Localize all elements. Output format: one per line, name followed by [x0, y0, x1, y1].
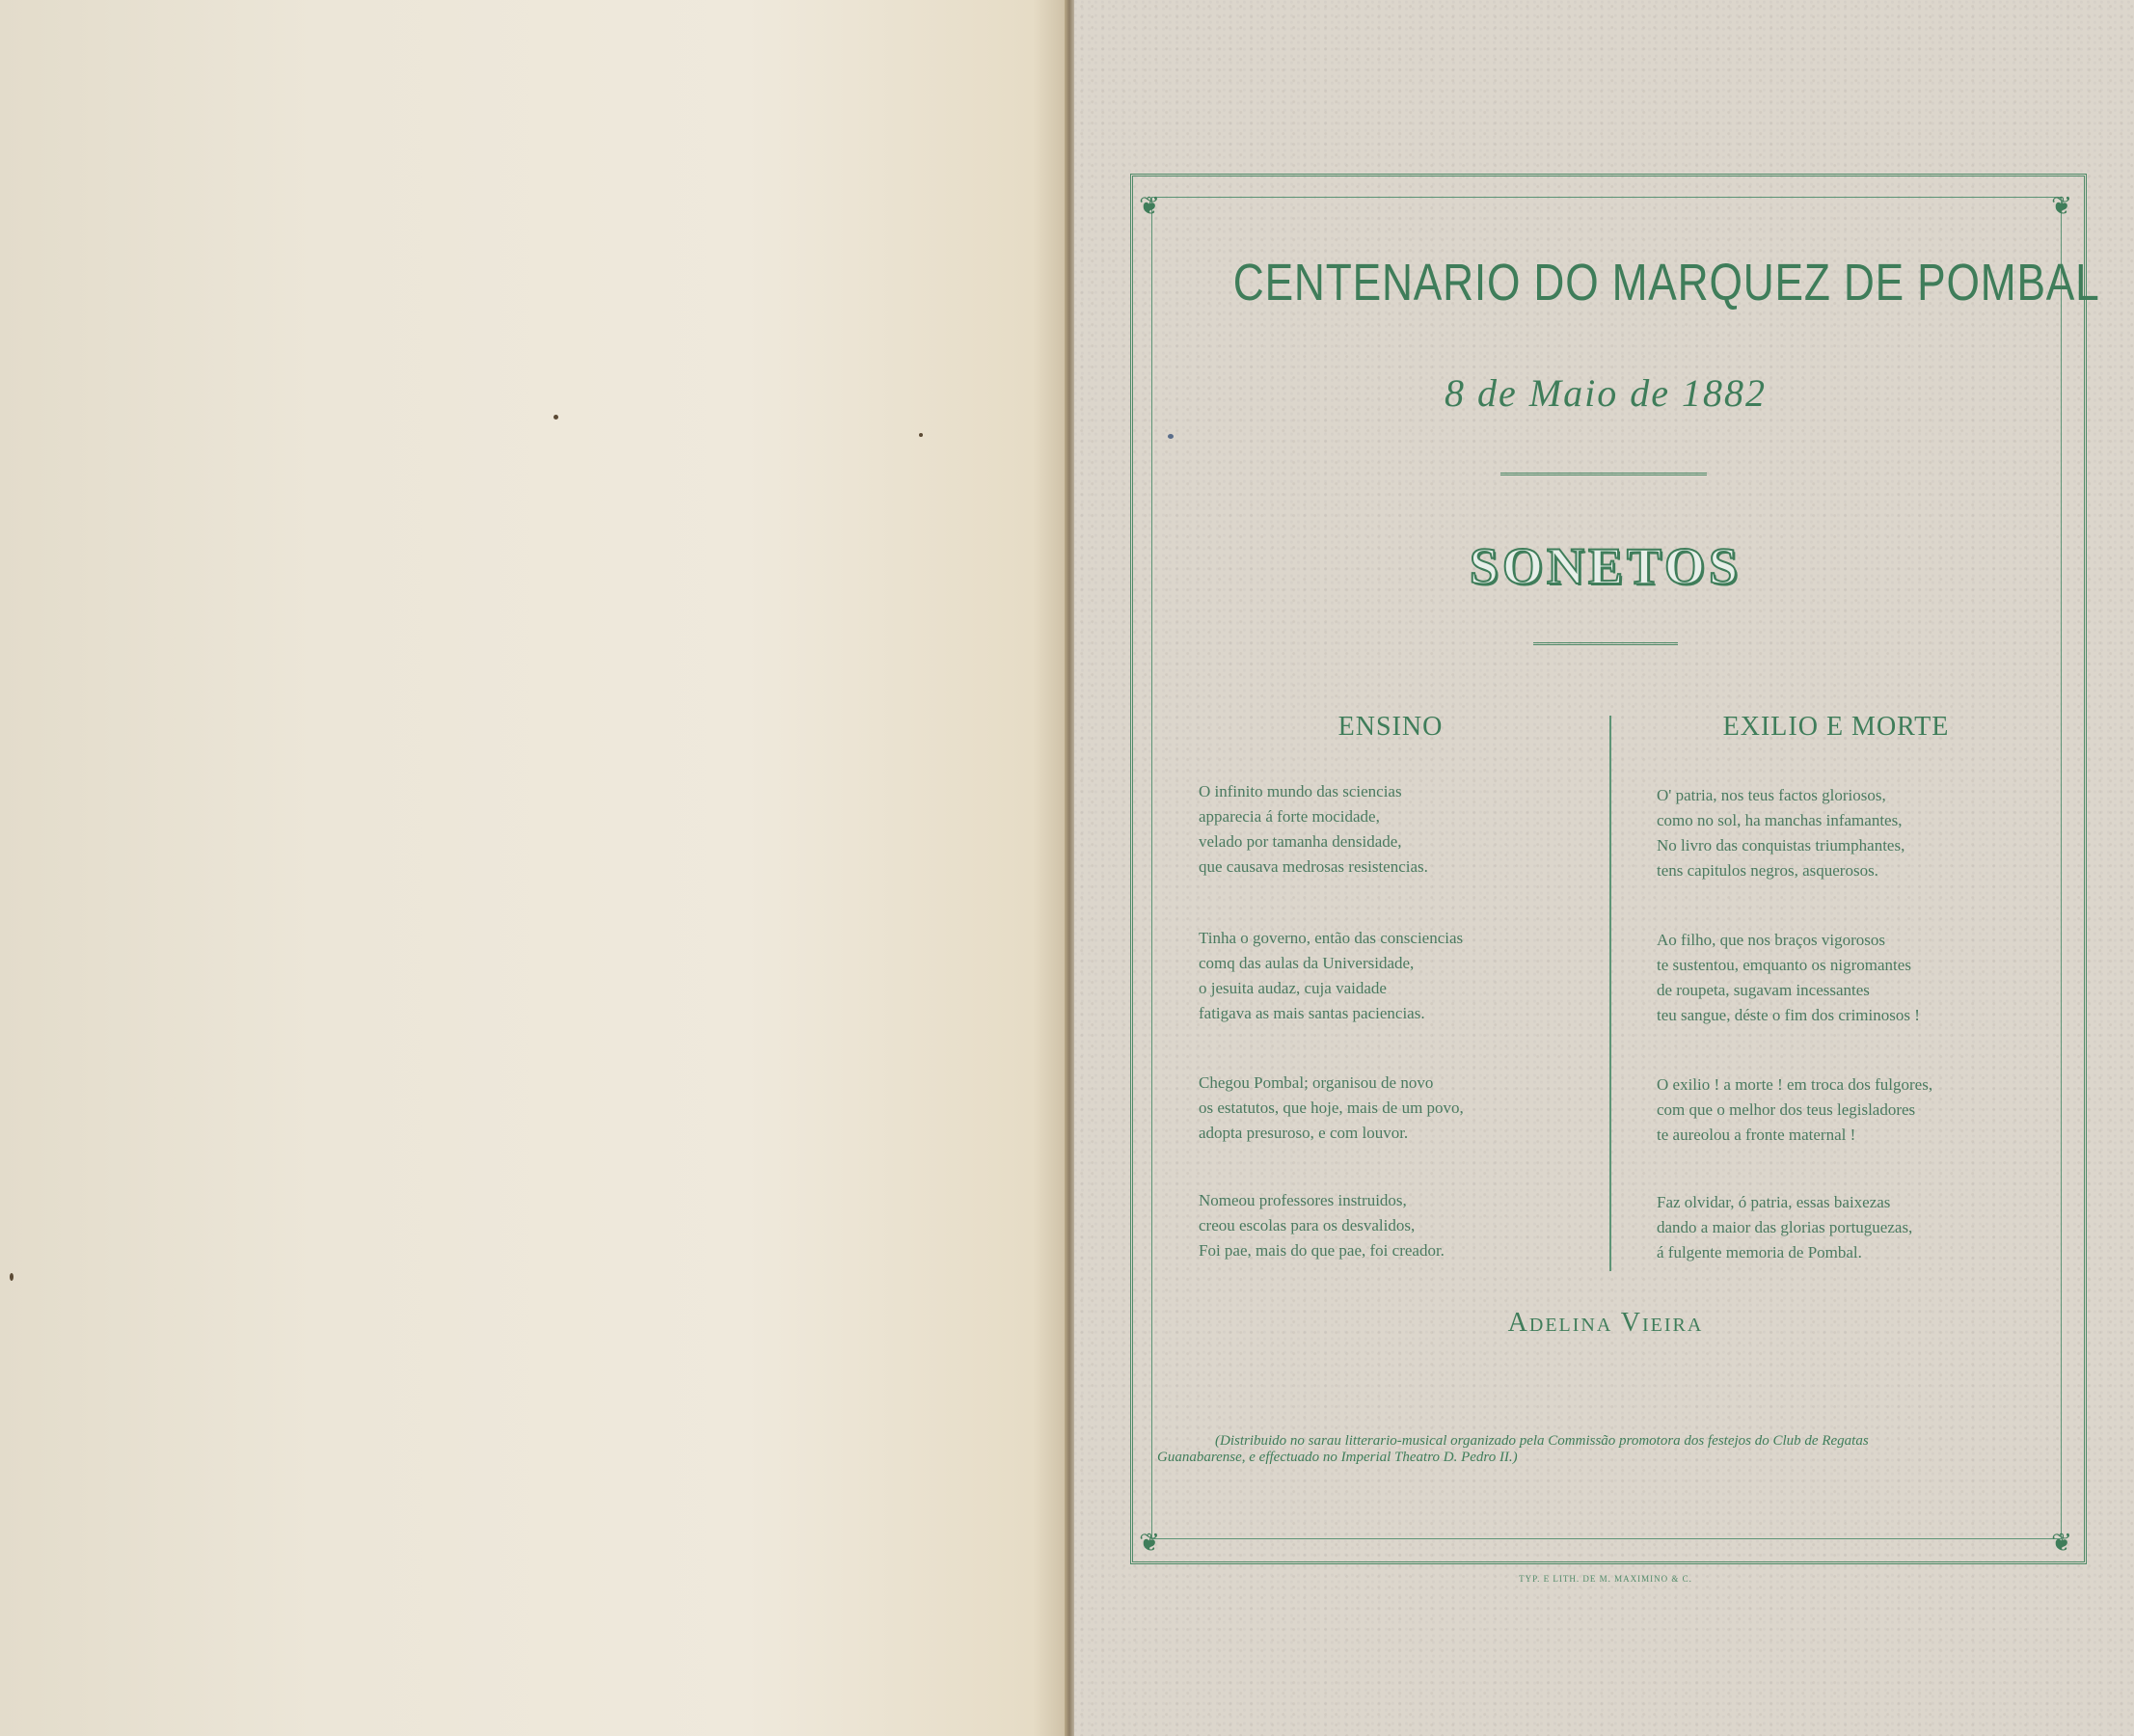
verse-line: apparecia á forte mocidade,: [1199, 807, 1380, 826]
verse-line: os estatutos, que hoje, mais de um povo,: [1199, 1099, 1464, 1117]
note-line: Guanabarense, e effectuado no Imperial Theatro D. Pedro II.): [1157, 1450, 1518, 1465]
verse-line: teu sangue, déste o fim dos criminosos !: [1657, 1006, 1920, 1024]
verse-line: Chegou Pombal; organisou de novo: [1199, 1073, 1434, 1092]
verse-line: Nomeou professores instruidos,: [1199, 1191, 1407, 1209]
verse-line: como no sol, ha manchas infamantes,: [1657, 811, 1903, 829]
verse-line: adopta presuroso, e com louvor.: [1199, 1124, 1409, 1142]
stanza: [1199, 1071, 1584, 1146]
verse-line: com que o melhor dos teus legisladores: [1657, 1100, 1916, 1119]
verse-line: comq das aulas da Universidade,: [1199, 954, 1415, 972]
paper-speck: [554, 415, 558, 420]
verse-line: Ao filho, que nos braços vigorosos: [1657, 931, 1886, 949]
verse-line: te aureolou a fronte maternal !: [1657, 1126, 1856, 1144]
author-signature: Adelina Vieira: [1507, 1308, 1704, 1338]
verse-line: de roupeta, sugavam incessantes: [1657, 981, 1870, 999]
verse-line: creou escolas para os desvalidos,: [1199, 1216, 1416, 1234]
stanza: [1657, 1190, 2042, 1265]
column-divider: [1609, 716, 1611, 1271]
corner-flourish-icon: ❦: [1139, 192, 1160, 221]
verse-line: dando a maior das glorias portuguezas,: [1657, 1218, 1913, 1236]
corner-flourish-icon: ❦: [1139, 1529, 1160, 1558]
verse-line: velado por tamanha densidade,: [1199, 832, 1402, 851]
verse-line: O exilio ! a morte ! em troca dos fulgores,: [1657, 1075, 1933, 1094]
stanza: [1199, 1188, 1584, 1263]
verse-line: Faz olvidar, ó patria, essas baixezas: [1657, 1193, 1891, 1211]
stanza: [1657, 783, 2042, 883]
verse-line: tens capitulos negros, asquerosos.: [1657, 861, 1878, 880]
corner-flourish-icon: ❦: [2051, 1529, 2072, 1558]
blank-left-page: [0, 0, 1065, 1736]
verse-line: te sustentou, emquanto os nigromantes: [1657, 956, 1911, 974]
divider-rule: [1500, 473, 1707, 475]
note-line: (Distribuido no sarau litterario-musical organizado pela Commissão promotora dos festejos do Club de Regatas: [1215, 1433, 1869, 1449]
section-heading: SONETOS: [1469, 537, 1742, 595]
corner-flourish-icon: ❦: [2051, 192, 2072, 221]
paper-speck: [919, 433, 923, 437]
verse-line: á fulgente memoria de Pombal.: [1657, 1243, 1862, 1261]
printer-imprint: TYP. E LITH. DE M. MAXIMINO & C.: [1519, 1574, 1692, 1584]
stanza: [1657, 928, 2042, 1028]
poem-title-ensino: ENSINO: [1337, 712, 1444, 742]
date-line: 8 de Maio de 1882: [1445, 371, 1767, 415]
page-title: CENTENARIO DO MARQUEZ DE POMBAL: [1232, 254, 2100, 312]
verse-line: Tinha o governo, então das consciencias: [1199, 929, 1464, 947]
paper-speck: [10, 1273, 14, 1281]
poem-title-exilio-e-morte: EXILIO E MORTE: [1722, 712, 1950, 742]
verse-line: que causava medrosas resistencias.: [1199, 857, 1428, 876]
verse-line: O' patria, nos teus factos gloriosos,: [1657, 786, 1886, 804]
verse-line: o jesuita audaz, cuja vaidade: [1199, 979, 1387, 997]
verse-line: O infinito mundo das sciencias: [1199, 782, 1402, 800]
stanza: [1657, 1072, 2042, 1148]
book-spine: [1065, 0, 1074, 1736]
verse-line: fatigava as mais santas paciencias.: [1199, 1004, 1425, 1022]
verse-line: No livro das conquistas triumphantes,: [1657, 836, 1905, 854]
divider-rule: [1533, 642, 1678, 645]
verse-line: Foi pae, mais do que pae, foi creador.: [1199, 1241, 1445, 1260]
stanza: [1199, 779, 1584, 880]
distribution-note: [1157, 1433, 2044, 1466]
stanza: [1199, 926, 1584, 1026]
